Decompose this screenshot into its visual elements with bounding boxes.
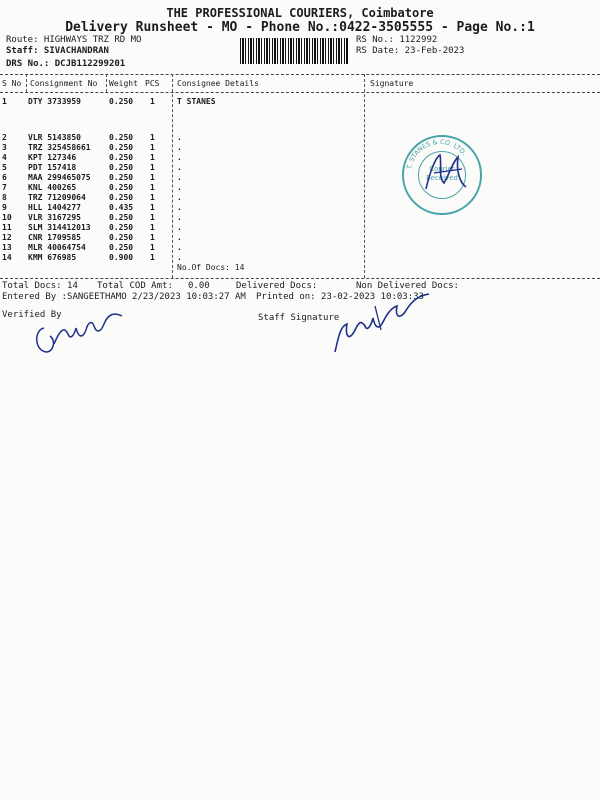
table-row (0, 223, 600, 233)
cell-sno: 5 (2, 163, 7, 172)
cell-pcs: 1 (150, 223, 155, 232)
cell-consignee: . (177, 183, 182, 192)
cell-consignment: TRZ 71209064 (28, 193, 86, 202)
non-delivered-docs: Non Delivered Docs: (356, 281, 459, 291)
cell-consignment: CNR 1709585 (28, 233, 81, 242)
cell-pcs: 1 (150, 203, 155, 212)
cell-consignee: T STANES (177, 97, 216, 106)
cell-consignee: . (177, 233, 182, 242)
table-row (0, 203, 600, 213)
cell-weight: 0.250 (109, 213, 134, 222)
rs-date: RS Date: 23-Feb-2023 (356, 46, 465, 56)
cell-weight: 0.250 (109, 223, 134, 232)
cell-sno: 4 (2, 153, 7, 162)
cell-consignee: . (177, 213, 182, 222)
col-header-sno: S No (2, 79, 22, 88)
verifier-signature (30, 300, 130, 360)
route: Route: HIGHWAYS TRZ RD MO (6, 35, 142, 45)
table-row (0, 213, 600, 223)
cell-consignee: . (177, 253, 182, 262)
cell-consignee: . (177, 143, 182, 152)
cell-weight: 0.250 (109, 183, 134, 192)
stamp-signature (414, 143, 474, 203)
cell-sno: 6 (2, 173, 7, 182)
received-stamp (402, 135, 482, 215)
table-row (0, 143, 600, 153)
cell-consignment: TRZ 325458661 (28, 143, 91, 152)
cell-consignee: . (177, 193, 182, 202)
cell-weight: 0.250 (109, 97, 134, 106)
staff-signature-label: Staff Signature (258, 313, 340, 323)
cell-sno: 10 (2, 213, 12, 222)
cell-consignment: VLR 3167295 (28, 213, 81, 222)
cell-consignment: VLR 5143850 (28, 133, 81, 142)
cell-weight: 0.250 (109, 173, 134, 182)
cell-consignee: . (177, 163, 182, 172)
table-row (0, 97, 600, 107)
cell-consignment: KPT 127346 (28, 153, 77, 162)
table-row (0, 173, 600, 183)
cell-consignee: . (177, 243, 182, 252)
col-header-pcs: PCS (145, 79, 160, 88)
cell-pcs: 1 (150, 163, 155, 172)
page-title: Delivery Runsheet - MO - Phone No.:0422-3505555 - Page No.:1 (65, 20, 535, 35)
cell-sno: 12 (2, 233, 12, 242)
cell-weight: 0.250 (109, 163, 134, 172)
cell-consignee: . (177, 133, 182, 142)
cell-sno: 11 (2, 223, 12, 232)
cell-consignment: SLM 314412013 (28, 223, 91, 232)
staff: Staff: SIVACHANDRAN (6, 46, 109, 56)
table-bottom-rule (0, 278, 600, 279)
cell-weight: 0.435 (109, 203, 134, 212)
cell-consignee: . (177, 223, 182, 232)
cell-sno: 9 (2, 203, 7, 212)
cell-pcs: 1 (150, 193, 155, 202)
printed-on: Printed on: 23-02-2023 10:03:33 (256, 292, 424, 302)
entered-by: Entered By :SANGEETHAMO 2/23/2023 10:03:27 AM (2, 292, 246, 302)
cell-sno: 7 (2, 183, 7, 192)
cell-weight: 0.250 (109, 243, 134, 252)
cell-pcs: 1 (150, 133, 155, 142)
cell-weight: 0.900 (109, 253, 134, 262)
cell-consignment: KNL 400265 (28, 183, 77, 192)
cell-sno: 8 (2, 193, 7, 202)
col-header-signature: Signature (370, 79, 414, 88)
cell-weight: 0.250 (109, 133, 134, 142)
stamp-center-text: Courier Received (426, 165, 458, 182)
cell-consignment: MAA 299465075 (28, 173, 91, 182)
table-row (0, 133, 600, 143)
total-cod-value: 0.00 (188, 281, 210, 291)
cell-pcs: 1 (150, 213, 155, 222)
rs-number: RS No.: 1122992 (356, 35, 438, 45)
table-row (0, 153, 600, 163)
cell-sno: 13 (2, 243, 12, 252)
cell-consignee: . (177, 173, 182, 182)
table-header-rule (0, 92, 600, 93)
cell-pcs: 1 (150, 253, 155, 262)
cell-weight: 0.250 (109, 193, 134, 202)
drs-number: DRS No.: DCJB112299201 (6, 59, 126, 69)
table-row (0, 243, 600, 253)
cell-pcs: 1 (150, 243, 155, 252)
col-divider (26, 74, 27, 92)
barcode (240, 38, 348, 64)
cell-weight: 0.250 (109, 233, 134, 242)
cell-consignment: HLL 1404277 (28, 203, 81, 212)
table-row (0, 163, 600, 173)
cell-weight: 0.250 (109, 143, 134, 152)
verified-by-label: Verified By (2, 310, 62, 320)
cell-consignee: . (177, 203, 182, 212)
cell-consignment: DTY 3733959 (28, 97, 81, 106)
table-row (0, 193, 600, 203)
col-divider (106, 74, 107, 92)
cell-pcs: 1 (150, 233, 155, 242)
company-name: THE PROFESSIONAL COURIERS, Coimbatore (166, 6, 434, 20)
cell-consignment: PDT 157418 (28, 163, 77, 172)
cell-sno: 2 (2, 133, 7, 142)
cell-consignment: KMM 676985 (28, 253, 77, 262)
cell-weight: 0.250 (109, 153, 134, 162)
svg-text:T. STANES & CO. LTD.: T. STANES & CO. LTD. (405, 137, 469, 170)
cell-consignment: MLR 40064754 (28, 243, 86, 252)
col-header-consignment: Consignment No (30, 79, 98, 88)
cell-sno: 3 (2, 143, 7, 152)
col-header-weight: Weight (109, 79, 138, 88)
total-docs: Total Docs: 14 (2, 281, 78, 291)
total-cod-label: Total COD Amt: (97, 281, 173, 291)
cell-sno: 14 (2, 253, 12, 262)
cell-pcs: 1 (150, 173, 155, 182)
table-row (0, 253, 600, 263)
cell-sno: 1 (2, 97, 7, 106)
cell-pcs: 1 (150, 143, 155, 152)
table-top-rule (0, 74, 600, 75)
staff-signature (325, 286, 435, 356)
cell-consignee: . (177, 153, 182, 162)
cell-pcs: 1 (150, 183, 155, 192)
table-row (0, 183, 600, 193)
cell-pcs: 1 (150, 97, 155, 106)
cell-pcs: 1 (150, 153, 155, 162)
delivered-docs: Delivered Docs: (236, 281, 318, 291)
no-of-docs: No.Of Docs: 14 (177, 263, 245, 272)
col-header-consignee: Consignee Details (177, 79, 259, 88)
table-row (0, 233, 600, 243)
